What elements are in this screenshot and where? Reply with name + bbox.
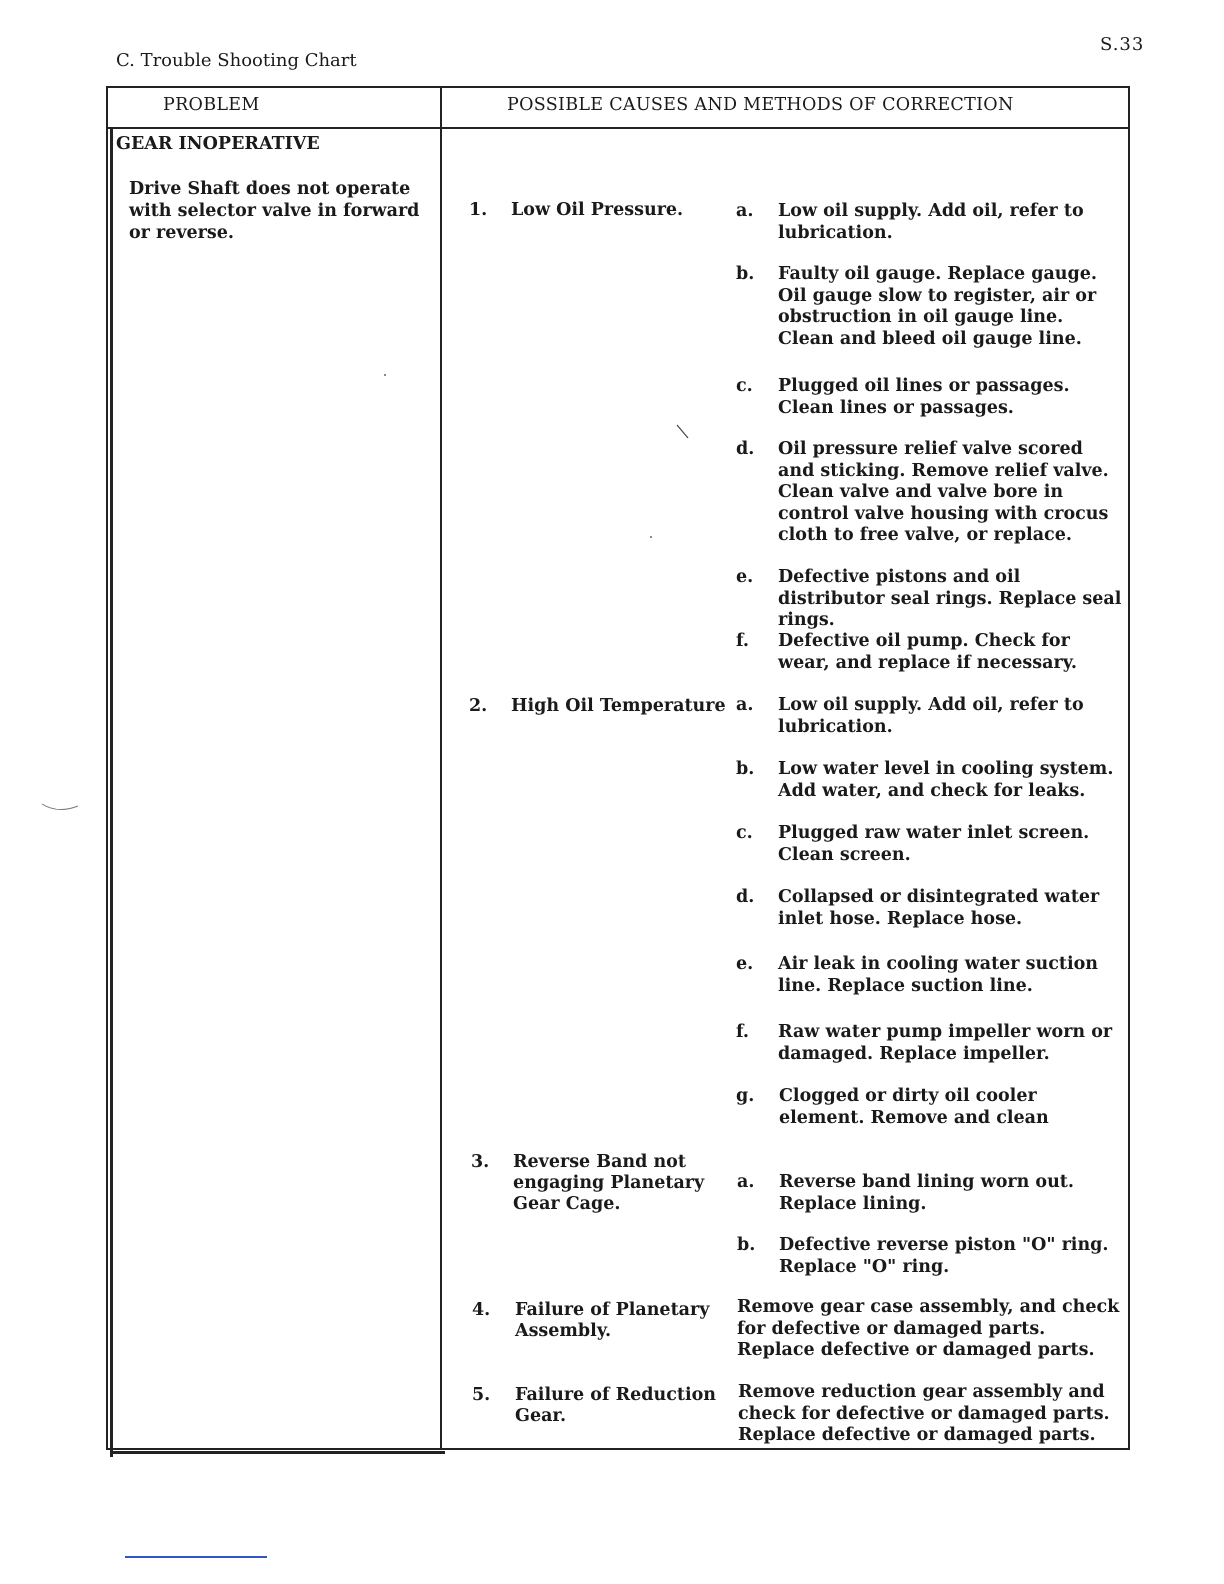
cause-number: 2. — [469, 696, 488, 716]
cause-number: 4. — [472, 1300, 491, 1320]
header-rule — [106, 127, 1130, 129]
fix-text: Remove reduction gear assembly and check for defective or damaged parts. Replace defective or damaged parts. — [738, 1382, 1110, 1445]
fix-text: Plugged raw water inlet screen. Clean screen. — [778, 823, 1090, 865]
cause-label: Reverse Band not engaging Planetary Gear Cage. — [513, 1152, 705, 1214]
fix-text: Remove gear case assembly, and check for defective or damaged parts. Replace defective or damaged parts. — [737, 1297, 1120, 1360]
column-divider — [440, 86, 442, 1450]
fix-letter: b. — [736, 759, 755, 779]
fix-letter: e. — [736, 567, 754, 587]
cause-label: Failure of Reduction Gear. — [515, 1385, 716, 1426]
scan-mark — [40, 800, 82, 818]
scan-speck — [384, 374, 386, 376]
fix-text: Collapsed or disintegrated water inlet hose. Replace hose. — [778, 887, 1100, 929]
fix-letter: b. — [737, 1235, 756, 1255]
column-header-causes: POSSIBLE CAUSES AND METHODS OF CORRECTION — [507, 95, 1014, 115]
fix-letter: f. — [736, 631, 749, 651]
fix-letter: a. — [736, 201, 754, 221]
table-bottom-edge — [110, 1451, 445, 1454]
fix-letter: f. — [736, 1022, 749, 1042]
fix-text: Plugged oil lines or passages. Clean lines or passages. — [778, 376, 1070, 418]
cause-label: Low Oil Pressure. — [511, 200, 684, 220]
fix-text: Faulty oil gauge. Replace gauge. Oil gauge slow to register, air or obstruction in oil gauge line. Clean and bleed oil gauge line. — [778, 264, 1097, 349]
scan-mark — [676, 424, 690, 440]
fix-text: Clogged or dirty oil cooler element. Remove and clean — [779, 1086, 1049, 1128]
cause-label: Failure of Planetary Assembly. — [515, 1300, 710, 1341]
fix-letter: a. — [737, 1172, 755, 1192]
fix-letter: c. — [736, 376, 753, 396]
fix-text: Low oil supply. Add oil, refer to lubrication. — [778, 695, 1084, 737]
scan-speck — [650, 536, 652, 538]
fix-text: Low water level in cooling system. Add water, and check for leaks. — [778, 759, 1114, 801]
footer-link-line — [125, 1556, 267, 1558]
fix-letter: d. — [736, 439, 755, 459]
fix-text: Defective pistons and oil distributor seal rings. Replace seal rings. — [778, 567, 1122, 630]
fix-text: Air leak in cooling water suction line. Replace suction line. — [778, 954, 1098, 996]
fix-letter: c. — [736, 823, 753, 843]
fix-text: Defective reverse piston "O" ring. Replace "O" ring. — [779, 1235, 1109, 1277]
cause-number: 5. — [472, 1385, 491, 1405]
fix-letter: b. — [736, 264, 755, 284]
fix-letter: e. — [736, 954, 754, 974]
problem-title: GEAR INOPERATIVE — [116, 134, 320, 154]
fix-text: Reverse band lining worn out. Replace lining. — [779, 1172, 1074, 1214]
fix-letter: d. — [736, 887, 755, 907]
cause-label: High Oil Temperature — [511, 696, 726, 716]
cause-number: 1. — [469, 200, 488, 220]
fix-text: Defective oil pump. Check for wear, and replace if necessary. — [778, 631, 1077, 673]
fix-text: Oil pressure relief valve scored and sticking. Remove relief valve. Clean valve and valve bore in control valve housing with crocus cloth to free valve, or replace. — [778, 439, 1109, 545]
fix-letter: g. — [736, 1086, 755, 1106]
fix-text: Raw water pump impeller worn or damaged. Replace impeller. — [778, 1022, 1113, 1064]
column-header-problem: PROBLEM — [163, 95, 260, 115]
problem-description: Drive Shaft does not operate with selector valve in forward or reverse. — [129, 179, 420, 243]
cause-number: 3. — [471, 1152, 490, 1172]
page-number: S.33 — [1100, 34, 1145, 55]
fix-text: Low oil supply. Add oil, refer to lubrication. — [778, 201, 1084, 243]
fix-letter: a. — [736, 695, 754, 715]
table-left-edge — [110, 127, 113, 1457]
section-heading: C. Trouble Shooting Chart — [116, 50, 357, 71]
